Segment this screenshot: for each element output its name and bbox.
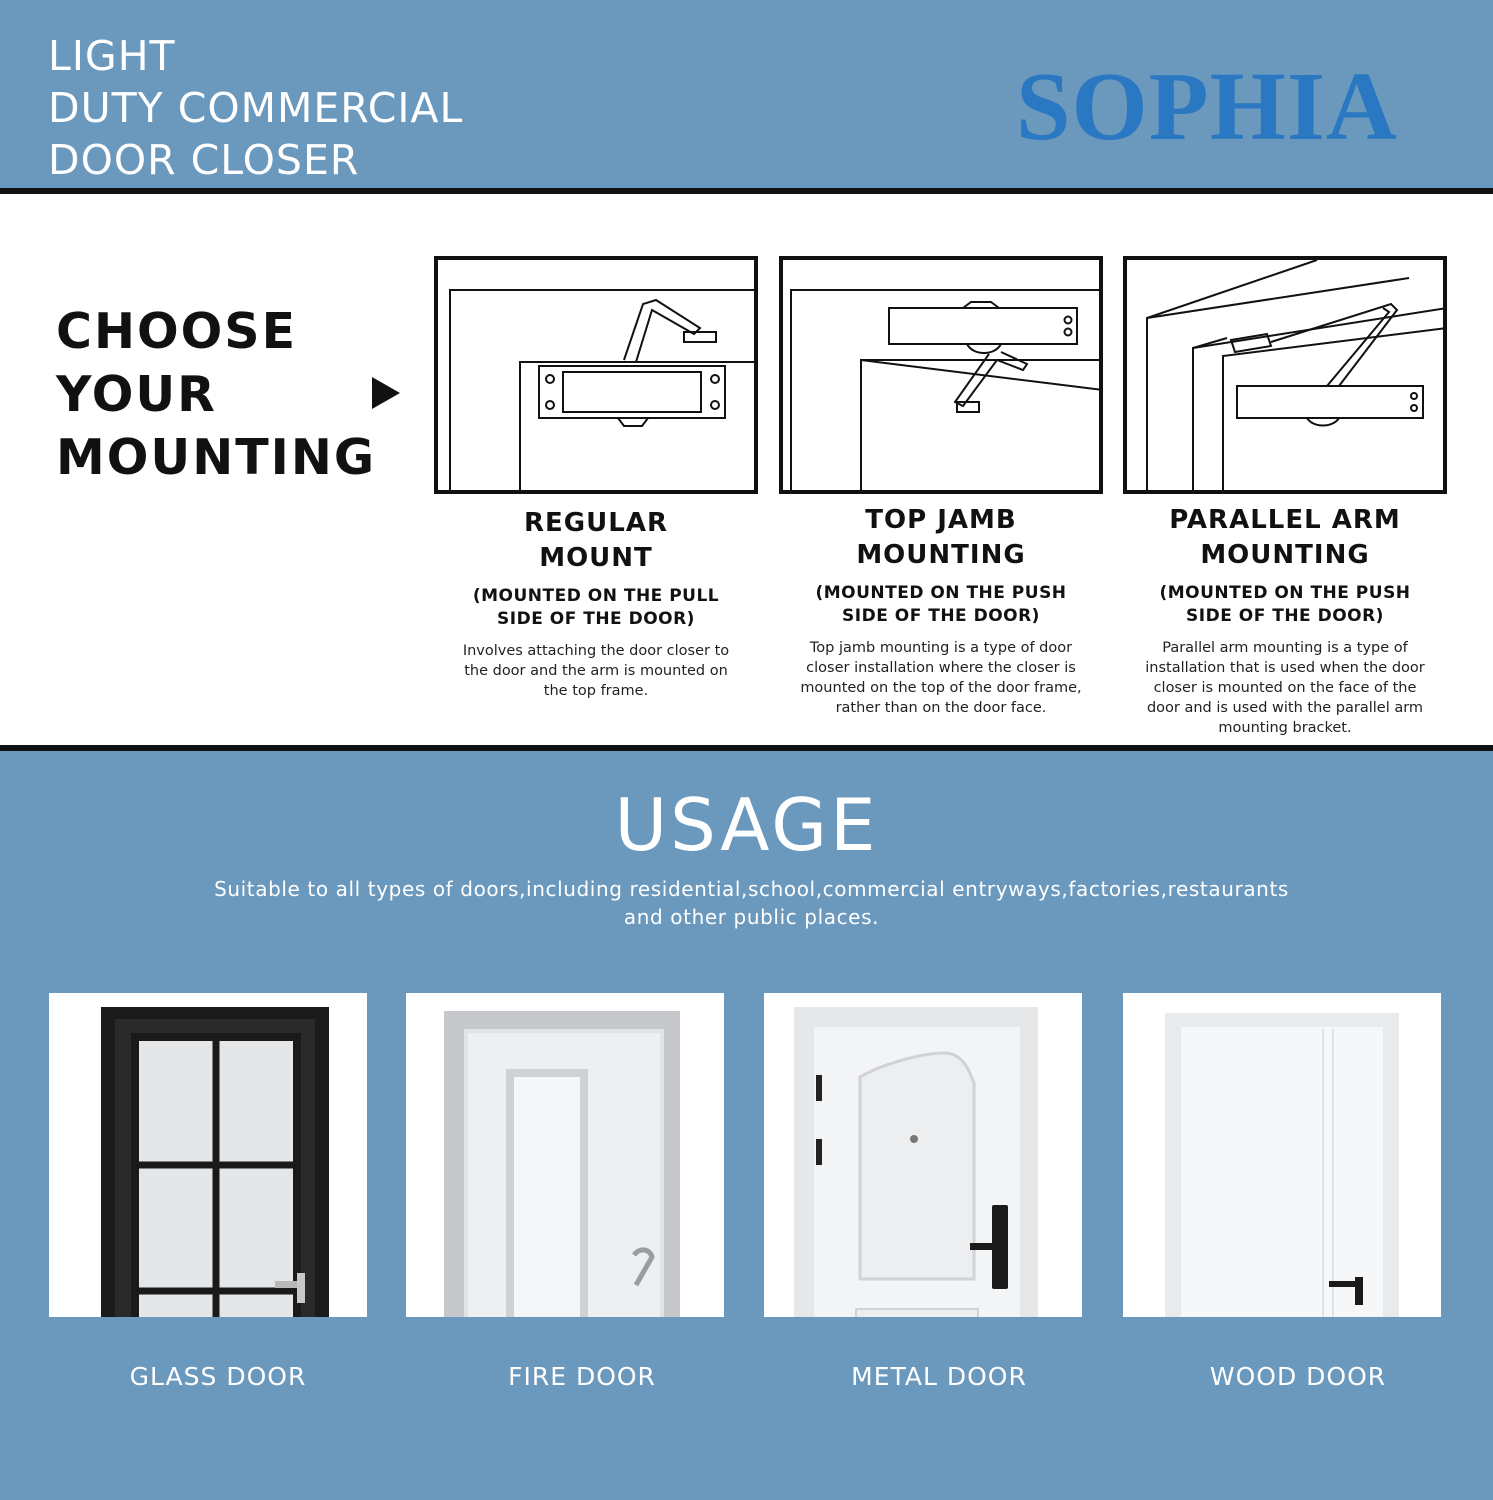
top-jamb-title-line-1: TOP JAMB — [865, 505, 1017, 535]
parallel-arm-title-line-2: MOUNTING — [1200, 540, 1370, 570]
parallel-arm-title — [1123, 503, 1447, 573]
parallel-arm-description-line-4: door and is used with the parallel arm — [1146, 700, 1424, 716]
mounting-heading-line-1: CHOOSE — [56, 303, 298, 360]
metal-door-icon — [764, 993, 1082, 1317]
regular-mount-description-line-1: Involves attaching the door closer to — [462, 643, 730, 659]
mounting-heading-line-2: YOUR — [56, 366, 217, 423]
usage-title: USAGE — [614, 783, 879, 867]
product-title-line-3: DOOR CLOSER — [48, 136, 360, 184]
metal-door-label: METAL DOOR — [851, 1362, 1027, 1391]
top-jamb-subtitle-line-1: (MOUNTED ON THE PUSH — [815, 583, 1067, 603]
mounting-option-parallel-arm — [1123, 256, 1447, 738]
wood-door-card — [1123, 993, 1441, 1317]
top-jamb-description — [779, 638, 1103, 718]
parallel-arm-subtitle-line-1: (MOUNTED ON THE PUSH — [1159, 583, 1411, 603]
parallel-arm-diagram — [1123, 256, 1447, 494]
wood-door-label: WOOD DOOR — [1209, 1362, 1387, 1391]
regular-mount-title-line-2: MOUNT — [539, 543, 653, 573]
arrow-right-icon — [372, 377, 400, 409]
product-title-line-2: DUTY COMMERCIAL — [48, 84, 464, 132]
metal-door-card — [764, 993, 1082, 1317]
regular-mount-subtitle-line-2: SIDE OF THE DOOR) — [497, 609, 695, 629]
regular-mount-subtitle-line-1: (MOUNTED ON THE PULL — [472, 586, 720, 606]
product-title — [48, 30, 463, 186]
top-jamb-title — [779, 503, 1103, 573]
regular-mount-subtitle — [434, 585, 758, 631]
header-banner — [0, 0, 1493, 188]
wood-door-icon — [1123, 993, 1441, 1317]
parallel-arm-subtitle-line-2: SIDE OF THE DOOR) — [1186, 606, 1384, 626]
mounting-heading — [56, 300, 376, 489]
regular-mount-description — [434, 641, 758, 701]
mounting-option-regular — [434, 256, 758, 701]
glass-door-label: GLASS DOOR — [129, 1362, 307, 1391]
top-jamb-title-line-2: MOUNTING — [856, 540, 1026, 570]
fire-door-icon — [406, 993, 724, 1317]
brand-logo: SOPHIA — [1016, 53, 1398, 161]
mounting-option-top-jamb — [779, 256, 1103, 718]
top-jamb-description-line-3: mounted on the top of the door frame, — [800, 680, 1082, 696]
glass-door-icon — [49, 993, 367, 1317]
usage-description — [150, 875, 1353, 931]
regular-mount-icon — [438, 260, 754, 490]
usage-description-line-2: and other public places. — [623, 905, 880, 929]
regular-mount-description-line-3: the top frame. — [543, 683, 649, 699]
top-jamb-description-line-4: rather than on the door face. — [835, 700, 1047, 716]
regular-mount-title — [434, 506, 758, 576]
parallel-arm-description-line-3: closer is mounted on the face of the — [1153, 680, 1417, 696]
top-jamb-icon — [783, 260, 1099, 490]
regular-mount-description-line-2: the door and the arm is mounted on — [464, 663, 728, 679]
top-jamb-description-line-1: Top jamb mounting is a type of door — [809, 640, 1073, 656]
top-jamb-subtitle-line-2: SIDE OF THE DOOR) — [842, 606, 1040, 626]
mounting-section — [0, 194, 1493, 745]
parallel-arm-title-line-1: PARALLEL ARM — [1169, 505, 1401, 535]
mounting-heading-line-3: MOUNTING — [56, 429, 377, 486]
regular-mount-title-line-1: REGULAR — [524, 508, 668, 538]
parallel-arm-description-line-5: mounting bracket. — [1218, 720, 1352, 736]
top-jamb-description-line-2: closer installation where the closer is — [806, 660, 1076, 676]
fire-door-label: FIRE DOOR — [508, 1362, 656, 1391]
parallel-arm-icon — [1127, 260, 1443, 490]
usage-description-line-1: Suitable to all types of doors,including residential,school,commercial entryways,factories,restaurants — [214, 877, 1289, 901]
fire-door-card — [406, 993, 724, 1317]
middle-divider — [0, 745, 1493, 751]
regular-mount-diagram — [434, 256, 758, 494]
parallel-arm-subtitle — [1123, 582, 1447, 628]
parallel-arm-description-line-2: installation that is used when the door — [1145, 660, 1425, 676]
top-jamb-diagram — [779, 256, 1103, 494]
product-title-line-1: LIGHT — [48, 32, 176, 80]
top-jamb-subtitle — [779, 582, 1103, 628]
parallel-arm-description — [1123, 638, 1447, 738]
glass-door-card — [49, 993, 367, 1317]
parallel-arm-description-line-1: Parallel arm mounting is a type of — [1162, 640, 1408, 656]
